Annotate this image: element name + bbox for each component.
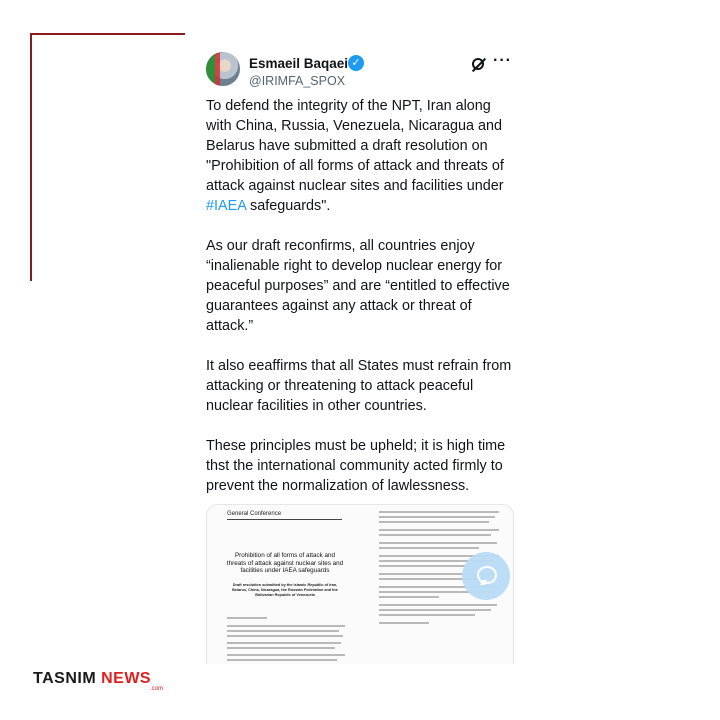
logo-text-tasnim: TASNIM bbox=[33, 670, 102, 687]
document-text-line bbox=[379, 516, 495, 518]
frame-border-top bbox=[30, 33, 185, 35]
flag-stripe bbox=[215, 52, 220, 86]
tweet-text bbox=[206, 96, 518, 516]
document-text-line bbox=[379, 529, 499, 531]
tweet-paragraph-4: These principles must be upheld; it is high time thst the international community acted firmly to prevent the normalization of lawlessness. bbox=[206, 438, 506, 494]
document-text-line bbox=[379, 604, 497, 606]
more-icon[interactable]: ··· bbox=[493, 52, 512, 69]
author-handle[interactable]: @IRIMFA_SPOX bbox=[249, 74, 346, 88]
document-text-line bbox=[227, 625, 345, 627]
document-page-1 bbox=[207, 505, 360, 664]
document-text-line bbox=[227, 630, 339, 632]
verified-icon: ✓ bbox=[348, 55, 364, 71]
logo-text-news: NEWS bbox=[101, 670, 152, 687]
document-title: Prohibition of all forms of attack and threats of attack against nuclear sites and facilities under IAEA safeguards bbox=[226, 552, 344, 574]
tweet-header bbox=[206, 50, 514, 94]
document-text-line bbox=[379, 609, 491, 611]
hashtag-link[interactable]: #IAEA bbox=[206, 198, 247, 214]
avatar[interactable] bbox=[206, 52, 240, 86]
document-rule bbox=[227, 519, 342, 520]
tasnim-logo bbox=[33, 670, 151, 688]
chat-bubble-icon[interactable] bbox=[462, 552, 510, 600]
document-text-line bbox=[379, 511, 499, 513]
tweet-paragraph-3: It also eeaffirms that all States must refrain from attacking or threatening to attack peaceful nuclear facilities in other countries. bbox=[206, 358, 512, 414]
document-text-line bbox=[227, 635, 343, 637]
document-text-line bbox=[379, 622, 429, 624]
tweet-text-segment: To defend the integrity of the NPT, Iran along with China, Russia, Venezuela, Nicaragua and Belarus have submitted a draft resolution on "Prohibition of all forms of attack and threats of attack against nuclear sites and facilities under bbox=[206, 98, 504, 194]
tweet-paragraph-1 bbox=[206, 96, 518, 216]
tweet-paragraph-2: As our draft reconfirms, all countries enjoy “inalienable right to develop nuclear energy for peaceful purposes” and are “entitled to effective guarantees against any attack or threat of attack.” bbox=[206, 238, 510, 334]
logo-domain: .com bbox=[150, 686, 164, 692]
grok-icon[interactable] bbox=[472, 58, 484, 70]
document-text-line bbox=[227, 654, 345, 656]
tweet-text-segment: safeguards". bbox=[246, 198, 331, 214]
document-conference: General Conference bbox=[227, 511, 282, 517]
tweet-card bbox=[192, 44, 528, 664]
document-submitted-by: Draft resolution submitted by the Islamic Republic of Iran, Belarus, China, Nicaragua, the Russian Federation and the Bolivarian Republic of Venezuela bbox=[232, 583, 338, 597]
document-text-line bbox=[379, 547, 479, 549]
document-text-line bbox=[227, 659, 337, 661]
frame-border-left bbox=[30, 33, 32, 281]
author-name[interactable]: Esmaeil Baqaei bbox=[249, 56, 349, 71]
document-text-line bbox=[227, 642, 341, 644]
document-text-line bbox=[227, 617, 267, 619]
document-text-line bbox=[379, 565, 469, 567]
flag-icon bbox=[206, 52, 215, 86]
document-text-line bbox=[379, 521, 489, 523]
document-text-line bbox=[379, 534, 491, 536]
document-text-line bbox=[379, 542, 497, 544]
document-text-line bbox=[227, 647, 335, 649]
document-text-line bbox=[379, 614, 475, 616]
document-text-line bbox=[379, 596, 439, 598]
